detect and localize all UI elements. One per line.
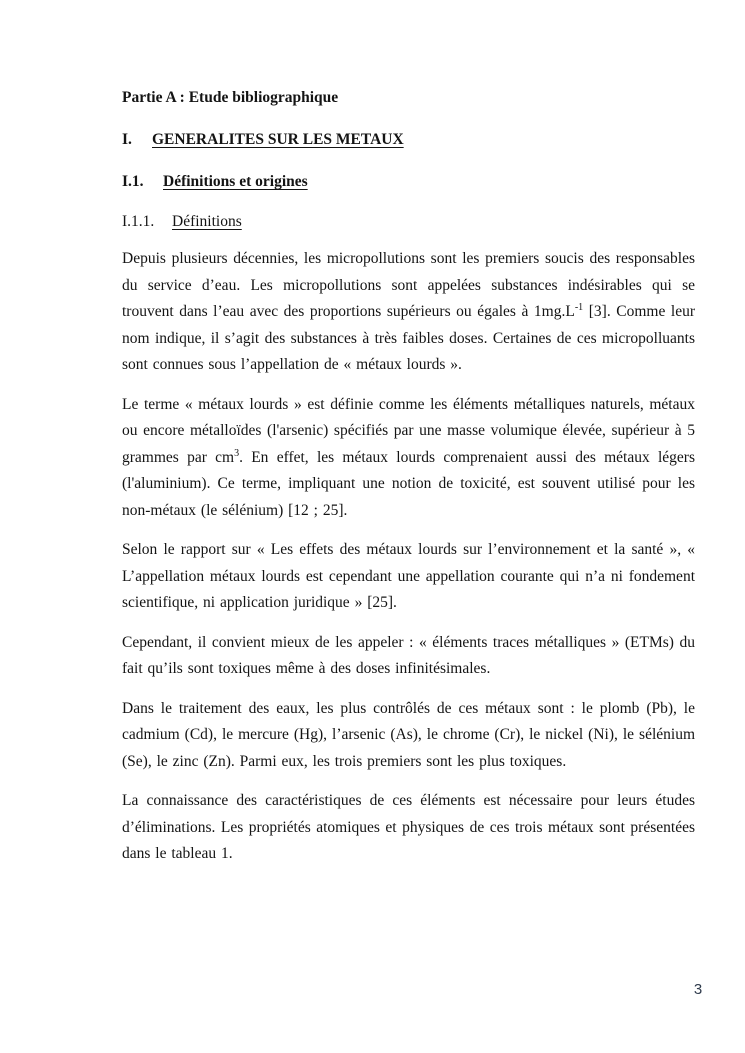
heading-3-label: Définitions xyxy=(172,213,242,230)
paragraph xyxy=(122,630,695,683)
page-number: 3 xyxy=(693,981,703,998)
heading-3-number: I.1.1. xyxy=(122,213,155,230)
heading-1-number: I. xyxy=(122,131,132,148)
paragraph xyxy=(122,788,695,868)
body-text: Selon le rapport sur « Les effets des métaux lourds sur l’environnement et la santé », « L’appellation métaux lourds est cependant une appellation courante qui n’a ni fondement scientifique, ni application juridique » [25]. xyxy=(122,541,695,611)
superscript-text: 3 xyxy=(234,447,240,459)
body-text: [3]. Comme leur nom indique, il s’agit des substances à très faibles doses. Certaines de ces micropolluants sont connues sous l’appellation de « métaux lourds ». xyxy=(122,303,695,373)
superscript-text: -1 xyxy=(574,301,584,313)
heading-1-label: GENERALITES SUR LES METAUX xyxy=(152,131,404,148)
heading-1 xyxy=(122,130,695,150)
page-content xyxy=(122,88,695,881)
heading-2-label: Définitions et origines xyxy=(163,173,308,190)
body-text: Le terme « métaux lourds » est définie comme les éléments métalliques naturels, métaux ou encore métalloïdes (l'arsenic) spécifiés par une masse volumique élevée, supérieur à 5 grammes par cm xyxy=(122,395,695,466)
paragraph xyxy=(122,392,695,525)
body-text: Depuis plusieurs décennies, les micropollutions sont les premiers soucis des responsables du service d’eau. Les micropollutions sont appelées substances indésirables qui se trouvent dans l’eau avec des proportions supérieurs ou égales à 1mg.L xyxy=(122,250,695,320)
heading-3 xyxy=(122,212,695,232)
paragraphs xyxy=(122,246,695,868)
heading-2-number: I.1. xyxy=(122,173,144,190)
part-title: Partie A : Etude bibliographique xyxy=(122,89,339,106)
body-text: La connaissance des caractéristiques de ces éléments est nécessaire pour leurs études d’éliminations. Les propriétés atomiques et physiques de ces trois métaux sont présentées dans le tableau 1. xyxy=(122,792,695,862)
body-text: Cependant, il convient mieux de les appeler : « éléments traces métalliques » (ETMs) du fait qu’ils sont toxiques même à des doses infinitésimales. xyxy=(122,633,695,677)
paragraph xyxy=(122,696,695,776)
body-text: . En effet, les métaux lourds comprenaient aussi des métaux légers (l'aluminium). Ce terme, impliquant une notion de toxicité, est souvent utilisé pour les non-métaux (le sélénium) [12 ; 25]. xyxy=(122,448,696,519)
paragraph xyxy=(122,537,695,617)
paragraph xyxy=(122,246,695,379)
body-text: Dans le traitement des eaux, les plus contrôlés de ces métaux sont : le plomb (Pb), le cadmium (Cd), le mercure (Hg), l’arsenic (As), le chrome (Cr), le nickel (Ni), le sélénium (Se), le zinc (Zn). Parmi eux, les trois premiers sont les plus toxiques. xyxy=(122,699,695,770)
heading-2 xyxy=(122,172,695,192)
